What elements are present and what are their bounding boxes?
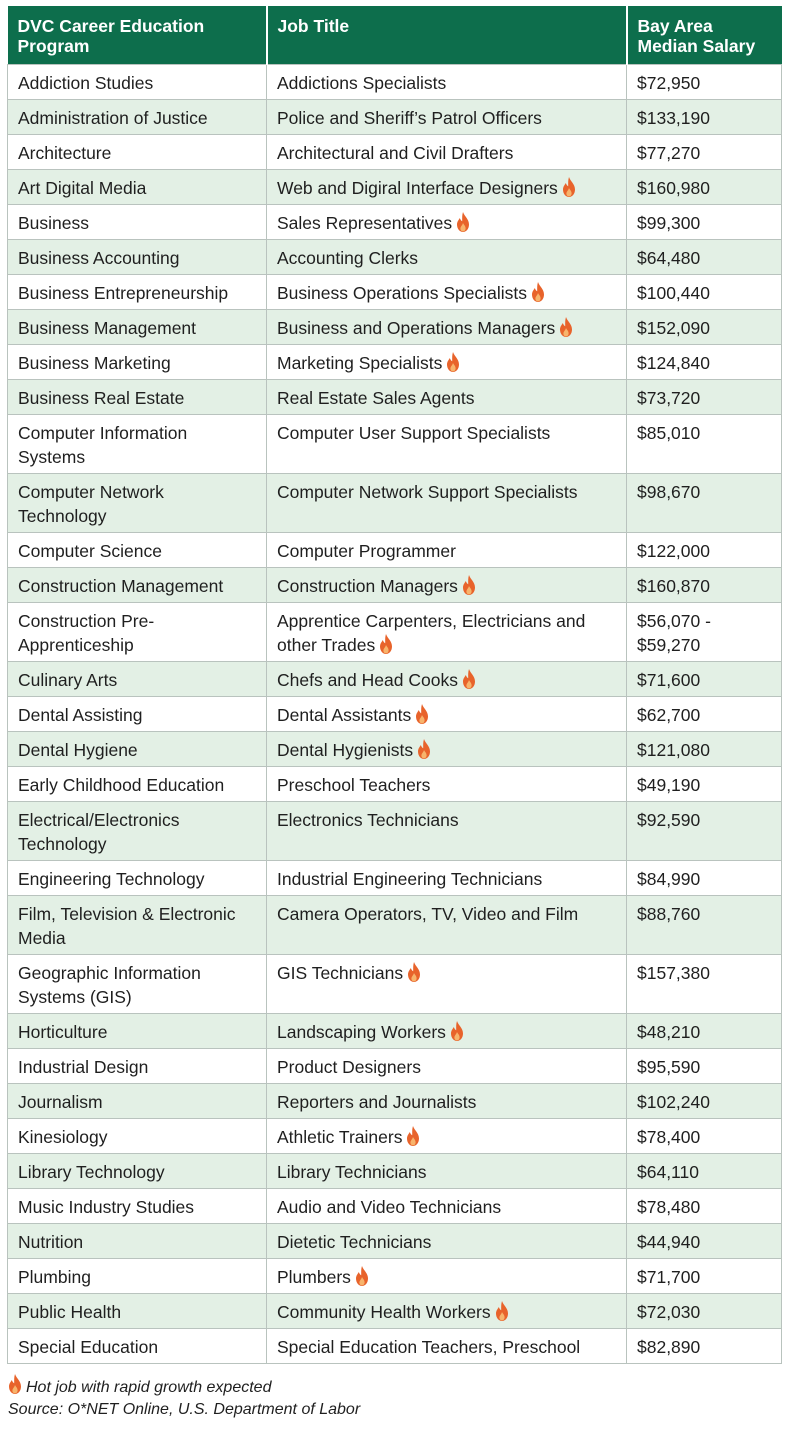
cell-salary: $121,080 <box>627 732 782 767</box>
cell-program: Music Industry Studies <box>8 1189 267 1224</box>
cell-salary: $98,670 <box>627 474 782 533</box>
cell-program: Engineering Technology <box>8 861 267 896</box>
table-row <box>8 1259 782 1294</box>
job-title-text: Audio and Video Technicians <box>277 1197 502 1217</box>
job-title-text: Apprentice Carpenters, Electricians and other Trades <box>277 611 586 655</box>
table-row <box>8 1049 782 1084</box>
job-title-text: Chefs and Head Cooks <box>277 670 458 690</box>
table-row <box>8 415 782 474</box>
cell-job-title <box>267 1084 627 1119</box>
table-row <box>8 767 782 802</box>
flame-icon <box>462 575 476 595</box>
cell-program: Electrical/Electronics Technology <box>8 802 267 861</box>
footer-legend-text: Hot job with rapid growth expected <box>26 1379 272 1396</box>
cell-salary: $71,700 <box>627 1259 782 1294</box>
cell-job-title <box>267 310 627 345</box>
salary-table <box>7 6 782 1364</box>
cell-job-title <box>267 568 627 603</box>
cell-program: Dental Assisting <box>8 697 267 732</box>
job-title-text: Electronics Technicians <box>277 810 459 830</box>
job-title-text: Landscaping Workers <box>277 1022 446 1042</box>
job-title-text: Architectural and Civil Drafters <box>277 143 514 163</box>
table-body <box>8 65 782 1364</box>
job-title-text: Reporters and Journalists <box>277 1092 477 1112</box>
job-title-text: Camera Operators, TV, Video and Film <box>277 904 579 924</box>
cell-program: Horticulture <box>8 1014 267 1049</box>
flame-icon <box>8 1374 22 1394</box>
cell-program: Architecture <box>8 135 267 170</box>
cell-job-title <box>267 1119 627 1154</box>
cell-job-title <box>267 275 627 310</box>
table-row <box>8 603 782 662</box>
header-program: DVC Career Education Program <box>8 6 267 65</box>
footer-legend <box>8 1374 271 1397</box>
job-title-text: Dietetic Technicians <box>277 1232 432 1252</box>
cell-salary: $73,720 <box>627 380 782 415</box>
cell-program: Addiction Studies <box>8 65 267 100</box>
flame-icon <box>406 1126 420 1146</box>
cell-program: Business <box>8 205 267 240</box>
job-title-text: Computer Programmer <box>277 541 456 561</box>
cell-salary: $82,890 <box>627 1329 782 1364</box>
cell-salary: $44,940 <box>627 1224 782 1259</box>
table-row <box>8 1189 782 1224</box>
table-row <box>8 310 782 345</box>
cell-job-title <box>267 1294 627 1329</box>
cell-program: Construction Management <box>8 568 267 603</box>
cell-salary: $92,590 <box>627 802 782 861</box>
cell-program: Business Management <box>8 310 267 345</box>
cell-program: Film, Television & Electronic Media <box>8 896 267 955</box>
table-row <box>8 802 782 861</box>
cell-salary: $102,240 <box>627 1084 782 1119</box>
cell-program: Computer Science <box>8 533 267 568</box>
cell-salary: $78,480 <box>627 1189 782 1224</box>
flame-icon <box>446 352 460 372</box>
job-title-text: Preschool Teachers <box>277 775 431 795</box>
cell-job-title <box>267 345 627 380</box>
table-row <box>8 345 782 380</box>
table-row <box>8 1154 782 1189</box>
table-row <box>8 955 782 1014</box>
job-title-text: Library Technicians <box>277 1162 427 1182</box>
flame-icon <box>450 1021 464 1041</box>
cell-job-title <box>267 1259 627 1294</box>
cell-salary: $49,190 <box>627 767 782 802</box>
cell-program: Administration of Justice <box>8 100 267 135</box>
table-row <box>8 896 782 955</box>
cell-program: Business Accounting <box>8 240 267 275</box>
flame-icon <box>531 282 545 302</box>
table-row <box>8 861 782 896</box>
job-title-text: Computer User Support Specialists <box>277 423 551 443</box>
cell-salary: $124,840 <box>627 345 782 380</box>
cell-program: Business Marketing <box>8 345 267 380</box>
cell-job-title <box>267 533 627 568</box>
table-row <box>8 135 782 170</box>
cell-job-title <box>267 240 627 275</box>
cell-job-title <box>267 65 627 100</box>
job-title-text: Industrial Engineering Technicians <box>277 869 543 889</box>
table-row <box>8 100 782 135</box>
job-title-text: Athletic Trainers <box>277 1127 403 1147</box>
cell-job-title <box>267 896 627 955</box>
table-row <box>8 1119 782 1154</box>
cell-salary: $72,950 <box>627 65 782 100</box>
cell-job-title <box>267 474 627 533</box>
job-title-text: Sales Representatives <box>277 213 453 233</box>
job-title-text: Real Estate Sales Agents <box>277 388 475 408</box>
header-salary: Bay Area Median Salary <box>627 6 782 65</box>
cell-salary: $100,440 <box>627 275 782 310</box>
cell-salary: $72,030 <box>627 1294 782 1329</box>
job-title-text: Product Designers <box>277 1057 421 1077</box>
cell-job-title <box>267 1014 627 1049</box>
cell-salary: $99,300 <box>627 205 782 240</box>
flame-icon <box>417 739 431 759</box>
cell-salary: $157,380 <box>627 955 782 1014</box>
table-row <box>8 662 782 697</box>
cell-program: Computer Information Systems <box>8 415 267 474</box>
flame-icon <box>456 212 470 232</box>
flame-icon <box>415 704 429 724</box>
job-title-text: Construction Managers <box>277 576 458 596</box>
cell-program: Nutrition <box>8 1224 267 1259</box>
cell-job-title <box>267 662 627 697</box>
cell-job-title <box>267 135 627 170</box>
cell-job-title <box>267 205 627 240</box>
cell-job-title <box>267 732 627 767</box>
cell-program: Special Education <box>8 1329 267 1364</box>
cell-job-title <box>267 697 627 732</box>
job-title-text: Web and Digiral Interface Designers <box>277 178 558 198</box>
cell-program: Geographic Information Systems (GIS) <box>8 955 267 1014</box>
footer-source: Source: O*NET Online, U.S. Department of Labor <box>8 1401 361 1418</box>
flame-icon <box>462 669 476 689</box>
table-row <box>8 1224 782 1259</box>
job-title-text: Business Operations Specialists <box>277 283 527 303</box>
table-header-row <box>8 6 782 65</box>
cell-program: Dental Hygiene <box>8 732 267 767</box>
table-row <box>8 533 782 568</box>
cell-salary: $152,090 <box>627 310 782 345</box>
job-title-text: Dental Assistants <box>277 705 412 725</box>
cell-job-title <box>267 861 627 896</box>
cell-job-title <box>267 1224 627 1259</box>
flame-icon <box>495 1301 509 1321</box>
cell-salary: $122,000 <box>627 533 782 568</box>
cell-job-title <box>267 380 627 415</box>
cell-salary: $64,480 <box>627 240 782 275</box>
table-row <box>8 65 782 100</box>
table-row <box>8 1084 782 1119</box>
cell-job-title <box>267 955 627 1014</box>
table-row <box>8 380 782 415</box>
cell-program: Business Entrepreneurship <box>8 275 267 310</box>
flame-icon <box>355 1266 369 1286</box>
cell-salary: $88,760 <box>627 896 782 955</box>
cell-job-title <box>267 1189 627 1224</box>
cell-program: Journalism <box>8 1084 267 1119</box>
cell-job-title <box>267 415 627 474</box>
cell-salary: $95,590 <box>627 1049 782 1084</box>
header-job-title: Job Title <box>267 6 627 65</box>
flame-icon <box>562 177 576 197</box>
cell-program: Early Childhood Education <box>8 767 267 802</box>
job-title-text: Police and Sheriff’s Patrol Officers <box>277 108 542 128</box>
cell-program: Public Health <box>8 1294 267 1329</box>
flame-icon <box>559 317 573 337</box>
cell-salary: $133,190 <box>627 100 782 135</box>
cell-program: Computer Network Technology <box>8 474 267 533</box>
job-title-text: Business and Operations Managers <box>277 318 556 338</box>
cell-program: Industrial Design <box>8 1049 267 1084</box>
table-row <box>8 1014 782 1049</box>
job-title-text: Dental Hygienists <box>277 740 414 760</box>
job-title-text: Computer Network Support Specialists <box>277 482 578 502</box>
cell-salary: $77,270 <box>627 135 782 170</box>
flame-icon <box>379 634 393 654</box>
table-row <box>8 205 782 240</box>
cell-salary: $85,010 <box>627 415 782 474</box>
cell-salary: $48,210 <box>627 1014 782 1049</box>
cell-salary: $62,700 <box>627 697 782 732</box>
cell-program: Library Technology <box>8 1154 267 1189</box>
cell-job-title <box>267 802 627 861</box>
cell-program: Construction Pre-Apprenticeship <box>8 603 267 662</box>
cell-program: Kinesiology <box>8 1119 267 1154</box>
table-row <box>8 474 782 533</box>
job-title-text: Marketing Specialists <box>277 353 443 373</box>
table-row <box>8 240 782 275</box>
table-row <box>8 1329 782 1364</box>
cell-job-title <box>267 100 627 135</box>
table-row <box>8 1294 782 1329</box>
job-title-text: Special Education Teachers, Preschool <box>277 1337 581 1357</box>
cell-program: Art Digital Media <box>8 170 267 205</box>
cell-salary: $71,600 <box>627 662 782 697</box>
job-title-text: Plumbers <box>277 1267 351 1287</box>
cell-program: Business Real Estate <box>8 380 267 415</box>
job-title-text: GIS Technicians <box>277 963 404 983</box>
table-row <box>8 568 782 603</box>
cell-program: Plumbing <box>8 1259 267 1294</box>
job-title-text: Accounting Clerks <box>277 248 419 268</box>
cell-salary: $78,400 <box>627 1119 782 1154</box>
cell-job-title <box>267 170 627 205</box>
flame-icon <box>407 962 421 982</box>
table-row <box>8 732 782 767</box>
cell-program: Culinary Arts <box>8 662 267 697</box>
cell-salary: $160,870 <box>627 568 782 603</box>
table-row <box>8 697 782 732</box>
cell-salary: $160,980 <box>627 170 782 205</box>
cell-salary: $84,990 <box>627 861 782 896</box>
cell-job-title <box>267 1154 627 1189</box>
cell-job-title <box>267 1329 627 1364</box>
cell-salary: $64,110 <box>627 1154 782 1189</box>
cell-job-title <box>267 767 627 802</box>
cell-job-title <box>267 603 627 662</box>
cell-job-title <box>267 1049 627 1084</box>
cell-salary: $56,070 - $59,270 <box>627 603 782 662</box>
table-row <box>8 170 782 205</box>
job-title-text: Addictions Specialists <box>277 73 447 93</box>
table-row <box>8 275 782 310</box>
job-title-text: Community Health Workers <box>277 1302 491 1322</box>
